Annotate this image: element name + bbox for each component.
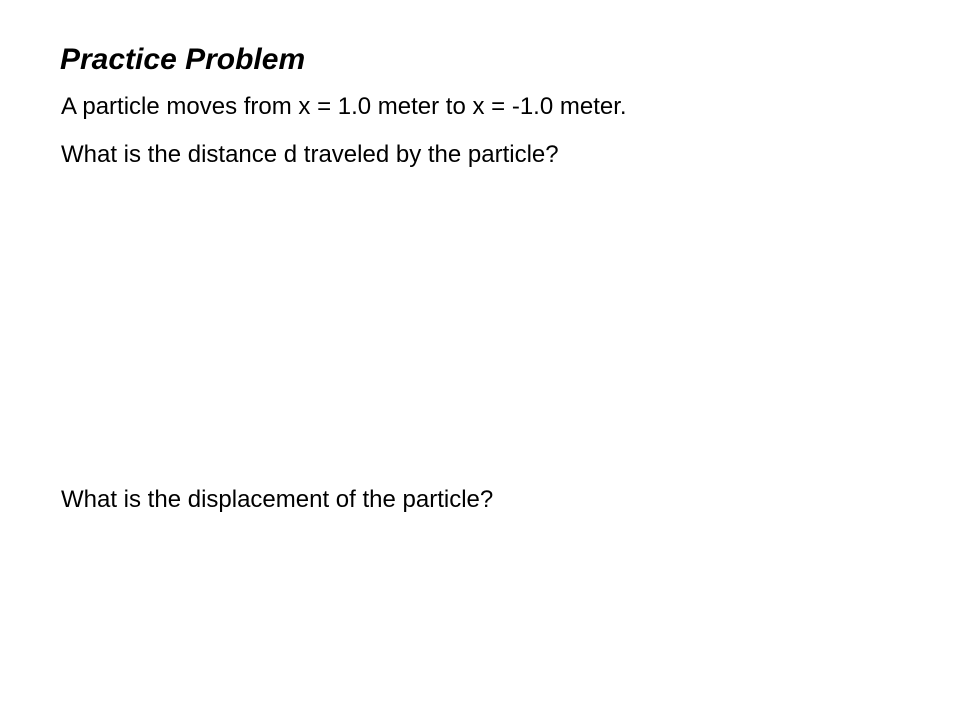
problem-statement: A particle moves from x = 1.0 meter to x = -1.0 meter. bbox=[61, 93, 627, 120]
question-distance: What is the distance d traveled by the particle? bbox=[61, 141, 559, 168]
slide-title: Practice Problem bbox=[60, 43, 306, 76]
question-displacement: What is the displacement of the particle? bbox=[61, 486, 494, 513]
